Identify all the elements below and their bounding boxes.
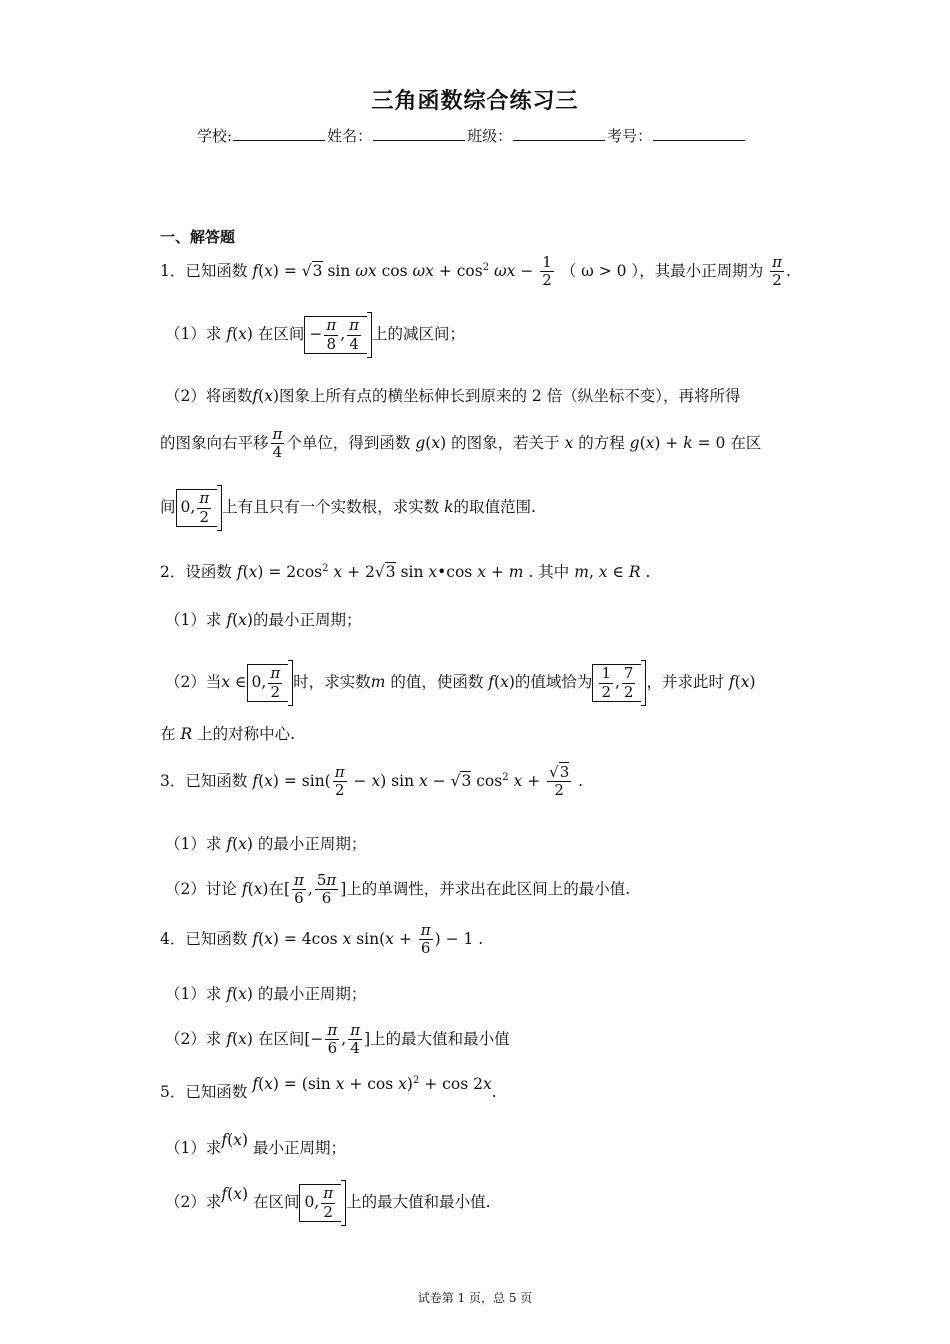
q1-part2-line1: （2）将函数f(x)图象上所有点的横坐标伸长到原来的 2 倍（纵坐标不变），再将所得 <box>165 387 741 405</box>
name-blank[interactable] <box>373 126 465 141</box>
q2p2-line2a: 在 <box>160 725 176 743</box>
q1p2-line3a: 间 <box>160 498 176 516</box>
q2-formula: $f(x) = 2\cos^2$ x + 2√3 sin x•cos x + m . <box>236 562 534 581</box>
q3p2-label: （2）讨论 <box>165 879 237 898</box>
q5-part1: （1）求f(x) 最小正周期； <box>165 1131 346 1157</box>
q2-number: 2． <box>160 563 186 581</box>
q5-formula: f(x) = (sin x + cos x)$^2$ + cos 2x <box>252 1074 492 1093</box>
q1p2-line3c: 的取值范围. <box>453 498 536 516</box>
question-2-stem: 2．设函数 $f(x) = 2\cos^2$ x + 2√3 sin x•cos x + m . 其中 m, x ∈ R . <box>160 562 651 581</box>
q4-number: 4． <box>160 929 186 948</box>
q2p1-text: 的最小正周期； <box>252 611 362 629</box>
q5p2-label: （2）求 <box>165 1193 222 1211</box>
question-3-stem <box>160 764 583 800</box>
school-label: 学校: <box>197 127 233 145</box>
q1-suffix: ，其最小正周期为 <box>639 261 764 280</box>
q3p2-text-a: 在 <box>268 879 284 898</box>
q5p2-text-b: 上的最大值和最小值. <box>346 1193 491 1211</box>
q2p1-label: （1）求 <box>165 611 222 629</box>
q1-prefix: 已知函数 <box>185 261 248 280</box>
student-info-line <box>197 125 747 146</box>
class-blank[interactable] <box>513 126 605 141</box>
exam-no-label: 考号： <box>607 127 653 145</box>
question-1-stem: 1．已知函数 f(x) = √3 sin ωx $\cos \omega x + \cos^2 \omega x$ − $\frac{1}{2}$ （ ω > 0 ），其最小正周期为 $\frac{\pi}{2}$ . <box>160 253 791 290</box>
q5p1-label: （1）求 <box>165 1139 222 1157</box>
q2p2-label: （2）当 <box>165 673 222 691</box>
q4p1-text: 的最小正周期； <box>257 985 367 1003</box>
q1p2-line2c: 的图象，若关于 <box>451 433 560 452</box>
q1p2-line2d: 的方程 <box>578 433 625 452</box>
q4p2-label: （2）求 <box>165 1029 222 1048</box>
q5-prefix: 已知函数 <box>185 1083 248 1101</box>
q1p2-interval: 0, $\frac{\pi}{2}$ <box>176 489 218 527</box>
q4-formula: f(x) = 4cos x sin(x + $\frac{\pi}{6}$ ) − 1 . <box>252 921 484 958</box>
q5-part2: （2）求f(x) 在区间 0, $\frac{\pi}{2}$ 上的最大值和最小值. <box>165 1180 491 1226</box>
q2p2-text-b: 的值，使函数 <box>390 673 484 691</box>
q3-part2: （2）讨论 f(x)在[ $\frac{\pi}{6}$ , $\frac{5\pi}{6}$ ]上的单调性，并求出在此区间上的最小值. <box>165 871 631 908</box>
page-footer: 试卷第 1 页，总 5 页 <box>417 1291 533 1305</box>
page-title: 三角函数综合练习三 <box>371 89 579 114</box>
q1-formula: f(x) = √3 sin ωx $\cos \omega x + \cos^2 \omega x$ − $\frac{1}{2}$ <box>252 253 552 290</box>
q2p2-text-a: 时，求实数 <box>293 673 371 691</box>
q2-part2-line1: （2）当x ∈ 0, $\frac{\pi}{2}$ 时，求实数m 的值，使函数 f(x)的值域恰为 $\frac{1}{2}$ , $\frac{7}{2}$ ，并求此时 f(x) <box>165 660 756 706</box>
section-heading: 一、解答题 <box>160 228 236 246</box>
q2-part2-line2: 在 R 上的对称中心. <box>160 725 295 743</box>
q4p1-label: （1）求 <box>165 985 222 1003</box>
q1-number: 1． <box>160 261 186 280</box>
q1p2-line2a: 的图象向右平移 <box>160 433 269 452</box>
q5p1-text: 最小正周期； <box>252 1139 346 1157</box>
q3-number: 3． <box>160 771 186 790</box>
q1p2-line3b: 上有且只有一个实数根，求实数 <box>222 498 440 516</box>
q5-number: 5． <box>160 1083 186 1101</box>
q1p2-line2e: 在区 <box>730 433 762 452</box>
q1p1-text-a: 在区间 <box>257 325 305 343</box>
name-label: 姓名： <box>327 127 373 145</box>
q2p2-text-d: ，并求此时 <box>646 673 724 691</box>
q4-part2: （2）求 f(x) 在区间[− $\frac{\pi}{6}$ , $\frac{\pi}{4}$ ]上的最大值和最小值 <box>165 1021 510 1058</box>
q1p2-line1: 图象上所有点的横坐标伸长到原来的 2 倍（纵坐标不变），再将所得 <box>279 387 741 405</box>
q3-formula: f(x) = sin( $\frac{\pi}{2}$ − x) sin x − √3 $\cos^2 x$ + $\frac{√3}{2}$ . <box>252 763 584 800</box>
q4-prefix: 已知函数 <box>185 929 248 948</box>
q1-part2-line2: 的图象向右平移 $\frac{\pi}{4}$ 个单位，得到函数 g(x) 的图象，若关于 x 的方程 g(x) + k = 0 在区 <box>160 425 762 462</box>
q3-part1: （1）求 f(x) 的最小正周期； <box>165 835 367 853</box>
q5p2-text-a: 在区间 <box>252 1193 300 1211</box>
question-5-stem: 5．已知函数 f(x) = (sin x + cos x)$^2$ + cos 2x. <box>160 1074 497 1101</box>
q1-condition: （ ω > 0 ） <box>560 261 640 280</box>
q1-part2-line3: 间 0, $\frac{\pi}{2}$ 上有且只有一个实数根，求实数 k的取值范围. <box>160 485 536 531</box>
q3p2-text-b: 上的单调性，并求出在此区间上的最小值. <box>346 879 631 898</box>
q1-part1: （1）求 f(x) 在区间 − $\frac{\pi}{8}$ , $\frac{\pi}{4}$ 上的减区间； <box>165 312 465 358</box>
school-blank[interactable] <box>233 126 325 141</box>
q2p2-line2b: 上的对称中心. <box>197 725 295 743</box>
q4p2-text-b: 上的最大值和最小值 <box>370 1029 510 1048</box>
q2-part1: （1）求 f(x)的最小正周期； <box>165 611 362 629</box>
q1p1-interval: − $\frac{\pi}{8}$ , $\frac{\pi}{4}$ <box>304 316 367 354</box>
q2p2-text-c: 的值域恰为 <box>514 673 593 691</box>
q4p2-text-a: 在区间 <box>257 1029 305 1048</box>
q2-prefix: 设函数 <box>185 563 232 581</box>
exam-no-blank[interactable] <box>653 126 745 141</box>
q3p1-label: （1）求 <box>165 835 222 853</box>
q2-suffix: 其中 <box>538 563 570 581</box>
question-4-stem <box>160 922 483 958</box>
class-label: 班级： <box>467 127 513 145</box>
q1p1-label: （1）求 <box>165 325 222 343</box>
q3-prefix: 已知函数 <box>185 771 248 790</box>
q1-period: $\frac{\pi}{2}$ <box>772 253 782 290</box>
q1p2-label: （2）将函数 <box>165 387 253 405</box>
q3p1-text: 的最小正周期； <box>257 835 367 853</box>
q4-part1: （1）求 f(x) 的最小正周期； <box>165 985 367 1003</box>
q1p1-text-b: 上的减区间； <box>372 325 466 343</box>
q1p2-line2b: 个单位，得到函数 <box>286 433 411 452</box>
